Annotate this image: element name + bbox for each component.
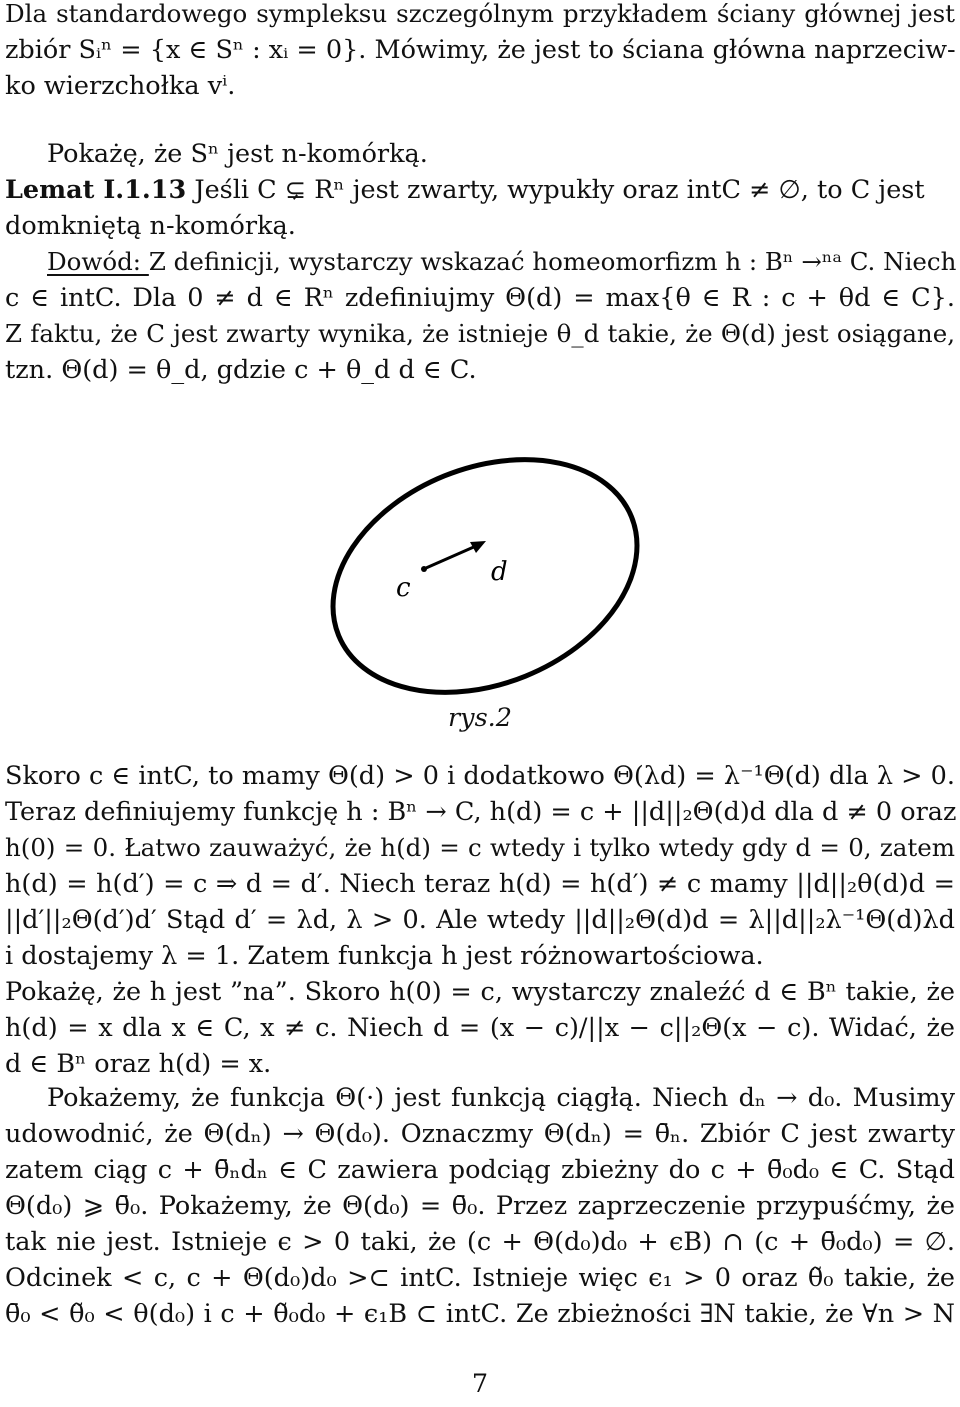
text-line: Z faktu, że C jest zwarty wynika, że istnieje θ_d takie, że Θ(d) jest osiągane, <box>5 319 955 348</box>
label-d: d <box>491 557 508 587</box>
text-line: Θ(d₀) ⩾ θ̄₀. Pokażemy, że Θ(d₀) = θ̄₀. Przez zaprzeczenie przypuśćmy, że <box>5 1191 955 1221</box>
text-line: zatem ciąg c + θ̄ₙdₙ ∈ C zawiera podciąg zbieżny do c + θ̄₀d₀ ∈ C. Stąd <box>5 1155 955 1185</box>
text-line: h(0) = 0. Łatwo zauważyć, że h(d) = c wtedy i tylko wtedy gdy d = 0, zatem <box>5 833 955 862</box>
lemma-title: Lemat I.1.13 <box>5 175 187 205</box>
text-line: i dostajemy λ = 1. Zatem funkcja h jest różnowartościowa. <box>5 941 764 971</box>
text-line: tak nie jest. Istnieje ϵ > 0 taki, że (c + Θ(d₀)d₀ + ϵB) ∩ (c + θ̄₀d₀) = ∅. <box>5 1227 955 1257</box>
text-line: zbiór Sᵢⁿ = {x ∈ Sⁿ : xᵢ = 0}. Mówimy, że jest to ściana główna naprzeciw- <box>5 35 956 65</box>
proof-label: Dowód: <box>47 247 149 276</box>
text-line: Pokażę, że h jest ”na”. Skoro h(0) = c, wystarczy znaleźć d ∈ Bⁿ takie, że <box>5 977 955 1007</box>
convex-set-figure <box>320 452 650 712</box>
text-line: h(d) = x dla x ∈ C, x ≠ c. Niech d = (x − c)/||x − c||₂Θ(x − c). Widać, że <box>5 1013 955 1043</box>
text-line: h(d) = h(d′) = c ⇒ d = d′. Niech teraz h(d) = h(d′) ≠ c mamy ||d||₂θ(d)d = <box>5 869 955 899</box>
page-number: 7 <box>471 1369 489 1399</box>
text-line: tzn. Θ(d) = θ_d, gdzie c + θ_d d ∈ C. <box>5 355 477 385</box>
text-line: Dla standardowego sympleksu szczególnym przykładem ściany głównej jest <box>5 0 955 28</box>
proof-text: Z definicji, wystarczy wskazać homeomorfizm h : Bⁿ →ⁿᵃ C. Niech <box>148 247 957 276</box>
text-line: Skoro c ∈ intC, to mamy Θ(d) > 0 i dodatkowo Θ(λd) = λ⁻¹Θ(d) dla λ > 0. <box>5 761 955 791</box>
label-c: c <box>396 573 411 603</box>
text-line: udowodnić, że Θ(dₙ) → Θ(d₀). Oznaczmy Θ(dₙ) = θ̄ₙ. Zbiór C jest zwarty <box>5 1119 955 1149</box>
text-line: Pokażemy, że funkcja Θ(·) jest funkcją ciągłą. Niech dₙ → d₀. Musimy <box>47 1083 955 1113</box>
text-line: ko wierzchołka vⁱ. <box>5 71 236 101</box>
text-line: c ∈ intC. Dla 0 ≠ d ∈ Rⁿ zdefiniujmy Θ(d) = max{θ ∈ R : c + θd ∈ C}. <box>5 283 955 313</box>
text-line: ||d′||₂Θ(d′)d′ Stąd d′ = λd, λ > 0. Ale wtedy ||d||₂Θ(d)d = λ||d||₂λ⁻¹Θ(d)λd <box>5 905 955 935</box>
lemma-line <box>5 172 955 208</box>
text-line: domkniętą n-komórką. <box>5 211 296 241</box>
text-line: Odcinek < c, c + Θ(d₀)d₀ >⊂ intC. Istnieje więc ϵ₁ > 0 oraz θ̃₀ takie, że <box>5 1263 955 1293</box>
text-line: θ̄₀ < θ̃₀ < θ(d₀) i c + θ̃₀d₀ + ϵ₁B ⊂ intC. Ze zbieżności ∃N takie, że ∀n > N <box>5 1299 955 1329</box>
lemma-text: Jeśli C ⊊ Rⁿ jest zwarty, wypukły oraz intC ≠ ∅, to C jest <box>186 175 925 205</box>
vector-c-to-d <box>426 546 476 568</box>
text-line: d ∈ Bⁿ oraz h(d) = x. <box>5 1049 272 1079</box>
text-line: Pokażę, że Sⁿ jest n-komórką. <box>47 139 428 169</box>
proof-line <box>47 244 955 280</box>
convex-set-ellipse <box>320 452 650 712</box>
text-line: Teraz definiujemy funkcję h : Bⁿ → C, h(d) = c + ||d||₂Θ(d)d dla d ≠ 0 oraz <box>5 797 957 827</box>
figure-caption: rys.2 <box>447 703 512 733</box>
